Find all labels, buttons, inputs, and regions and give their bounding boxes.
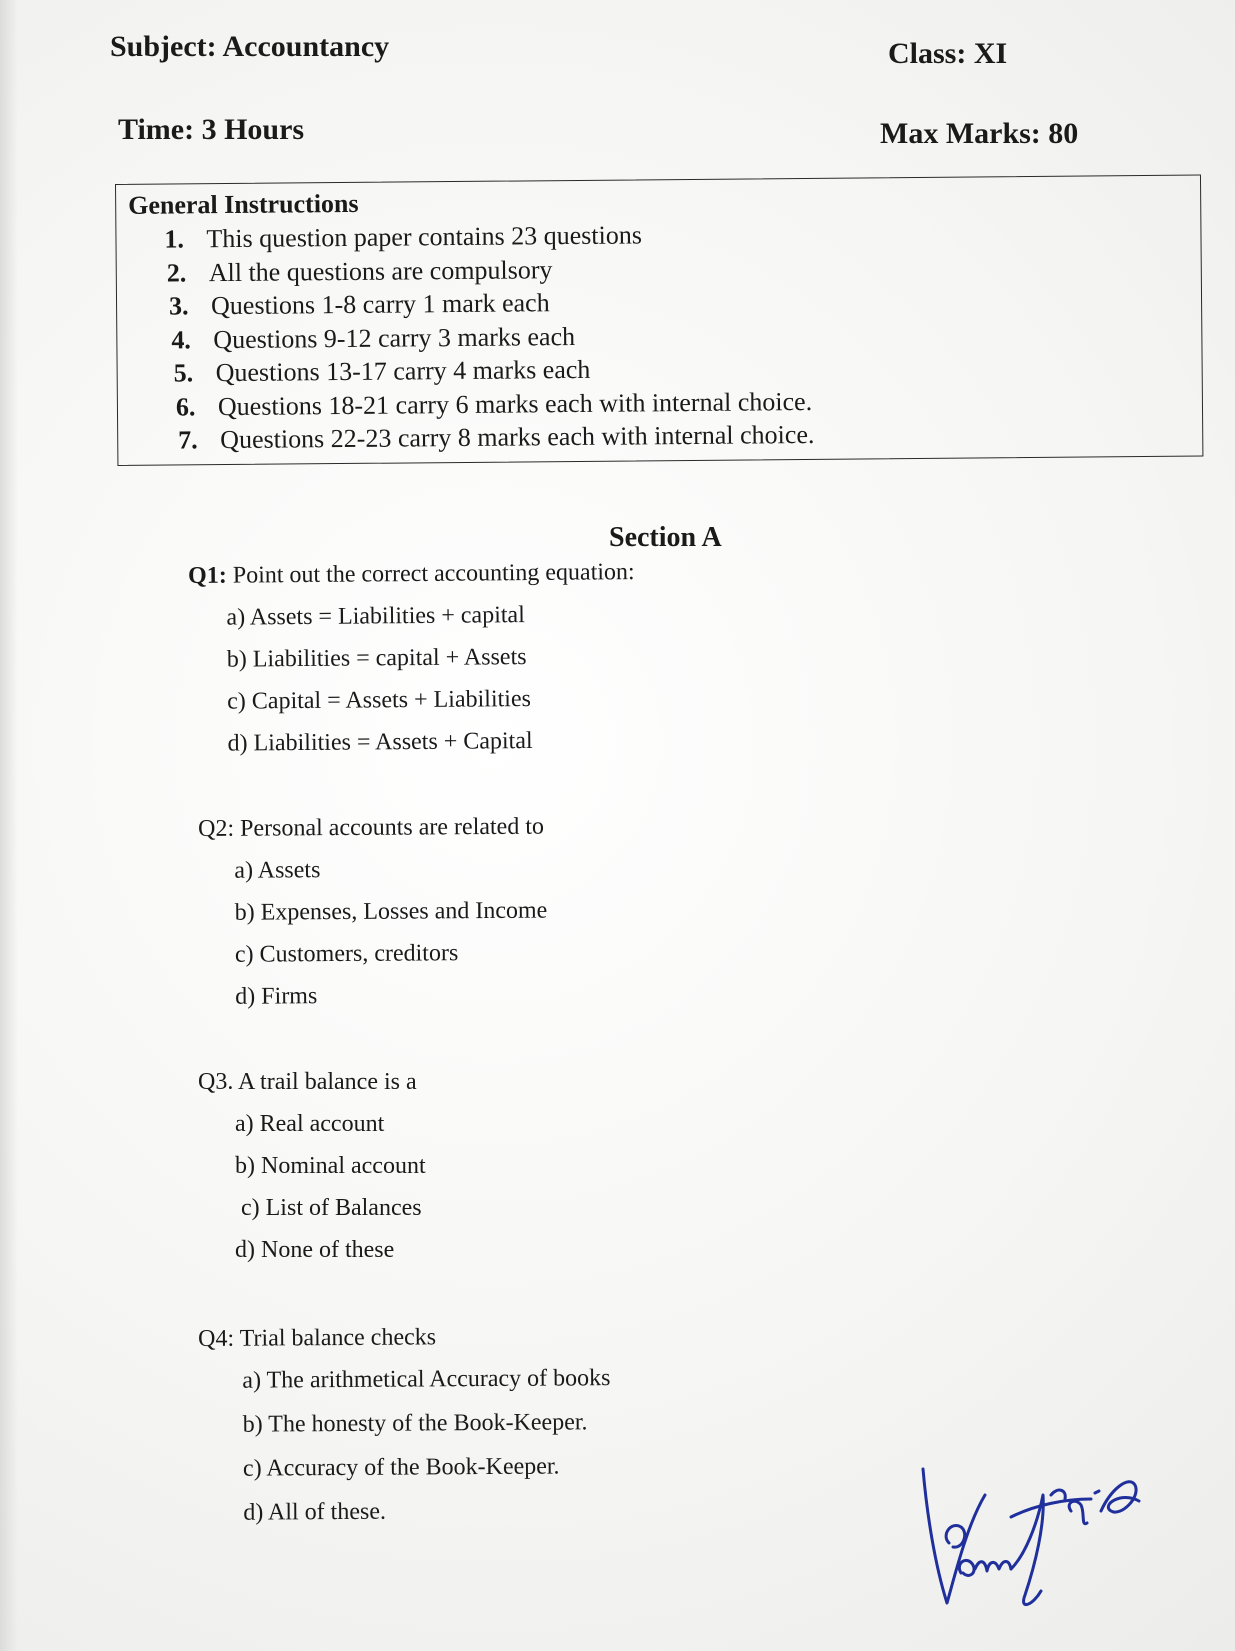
question-number: Q1:: [188, 562, 227, 589]
general-instructions-box: [115, 175, 1203, 466]
option: d) None of these: [235, 1237, 395, 1263]
instruction-item: 1. This question paper contains 23 questions: [164, 220, 643, 254]
question-3: [198, 1069, 426, 1277]
option: b) Expenses, Losses and Income: [234, 897, 548, 926]
instructions-list: [164, 219, 814, 459]
section-title: Section A: [609, 522, 722, 553]
option: d) All of these.: [243, 1498, 387, 1526]
time-label: Time: 3 Hours: [118, 113, 305, 146]
max-marks-label: Max Marks: 80: [880, 117, 1079, 150]
option: b) Liabilities = capital + Assets: [226, 644, 527, 673]
option: b) The honesty of the Book-Keeper.: [242, 1409, 588, 1438]
option: d) Firms: [235, 983, 318, 1010]
question-4: [198, 1323, 612, 1542]
question-2: [198, 814, 548, 1024]
option: a) Real account: [235, 1111, 385, 1137]
instruction-item: 6. Questions 18-21 carry 6 marks each with internal choice.: [175, 386, 813, 421]
instructions-title: General Instructions: [128, 188, 359, 220]
instruction-item: 5. Questions 13-17 carry 4 marks each: [173, 354, 591, 388]
question-number: Q4:: [198, 1325, 235, 1352]
option: a) Assets: [234, 857, 321, 884]
options-list: [242, 1363, 611, 1542]
page-shadow: [0, 0, 18, 1651]
question-1: [188, 559, 636, 771]
question-text: Q4: Trial balance checks: [198, 1324, 437, 1352]
option: c) List of Balances: [241, 1195, 422, 1221]
signature-icon: [915, 1455, 1145, 1615]
instruction-item: 4. Questions 9-12 carry 3 marks each: [171, 321, 576, 355]
question-number: Q3.: [198, 1069, 234, 1095]
instruction-item: 3. Questions 1-8 carry 1 mark each: [168, 288, 550, 321]
option: b) Nominal account: [235, 1153, 426, 1179]
option: c) Customers, creditors: [234, 940, 459, 968]
instruction-item: 2. All the questions are compulsory: [166, 254, 553, 288]
option: a) The arithmetical Accuracy of books: [242, 1365, 611, 1394]
question-text: Q3. A trail balance is a: [198, 1069, 417, 1095]
question-text: Q2: Personal accounts are related to: [198, 813, 545, 842]
class-label: Class: XI: [888, 37, 1008, 70]
subject-label: Subject: Accountancy: [110, 30, 390, 63]
options-list: [235, 1109, 426, 1277]
instruction-item: 7. Questions 22-23 carry 8 marks each with internal choice.: [178, 419, 815, 455]
option: c) Accuracy of the Book-Keeper.: [242, 1453, 560, 1482]
option: a) Assets = Liabilities + capital: [226, 602, 525, 631]
options-list: [226, 599, 636, 771]
option: c) Capital = Assets + Liabilities: [227, 686, 532, 715]
question-number: Q2:: [198, 815, 235, 842]
question-text: Q1: Point out the correct accounting equation:: [188, 559, 635, 589]
options-list: [234, 854, 548, 1024]
option: d) Liabilities = Assets + Capital: [227, 728, 533, 757]
